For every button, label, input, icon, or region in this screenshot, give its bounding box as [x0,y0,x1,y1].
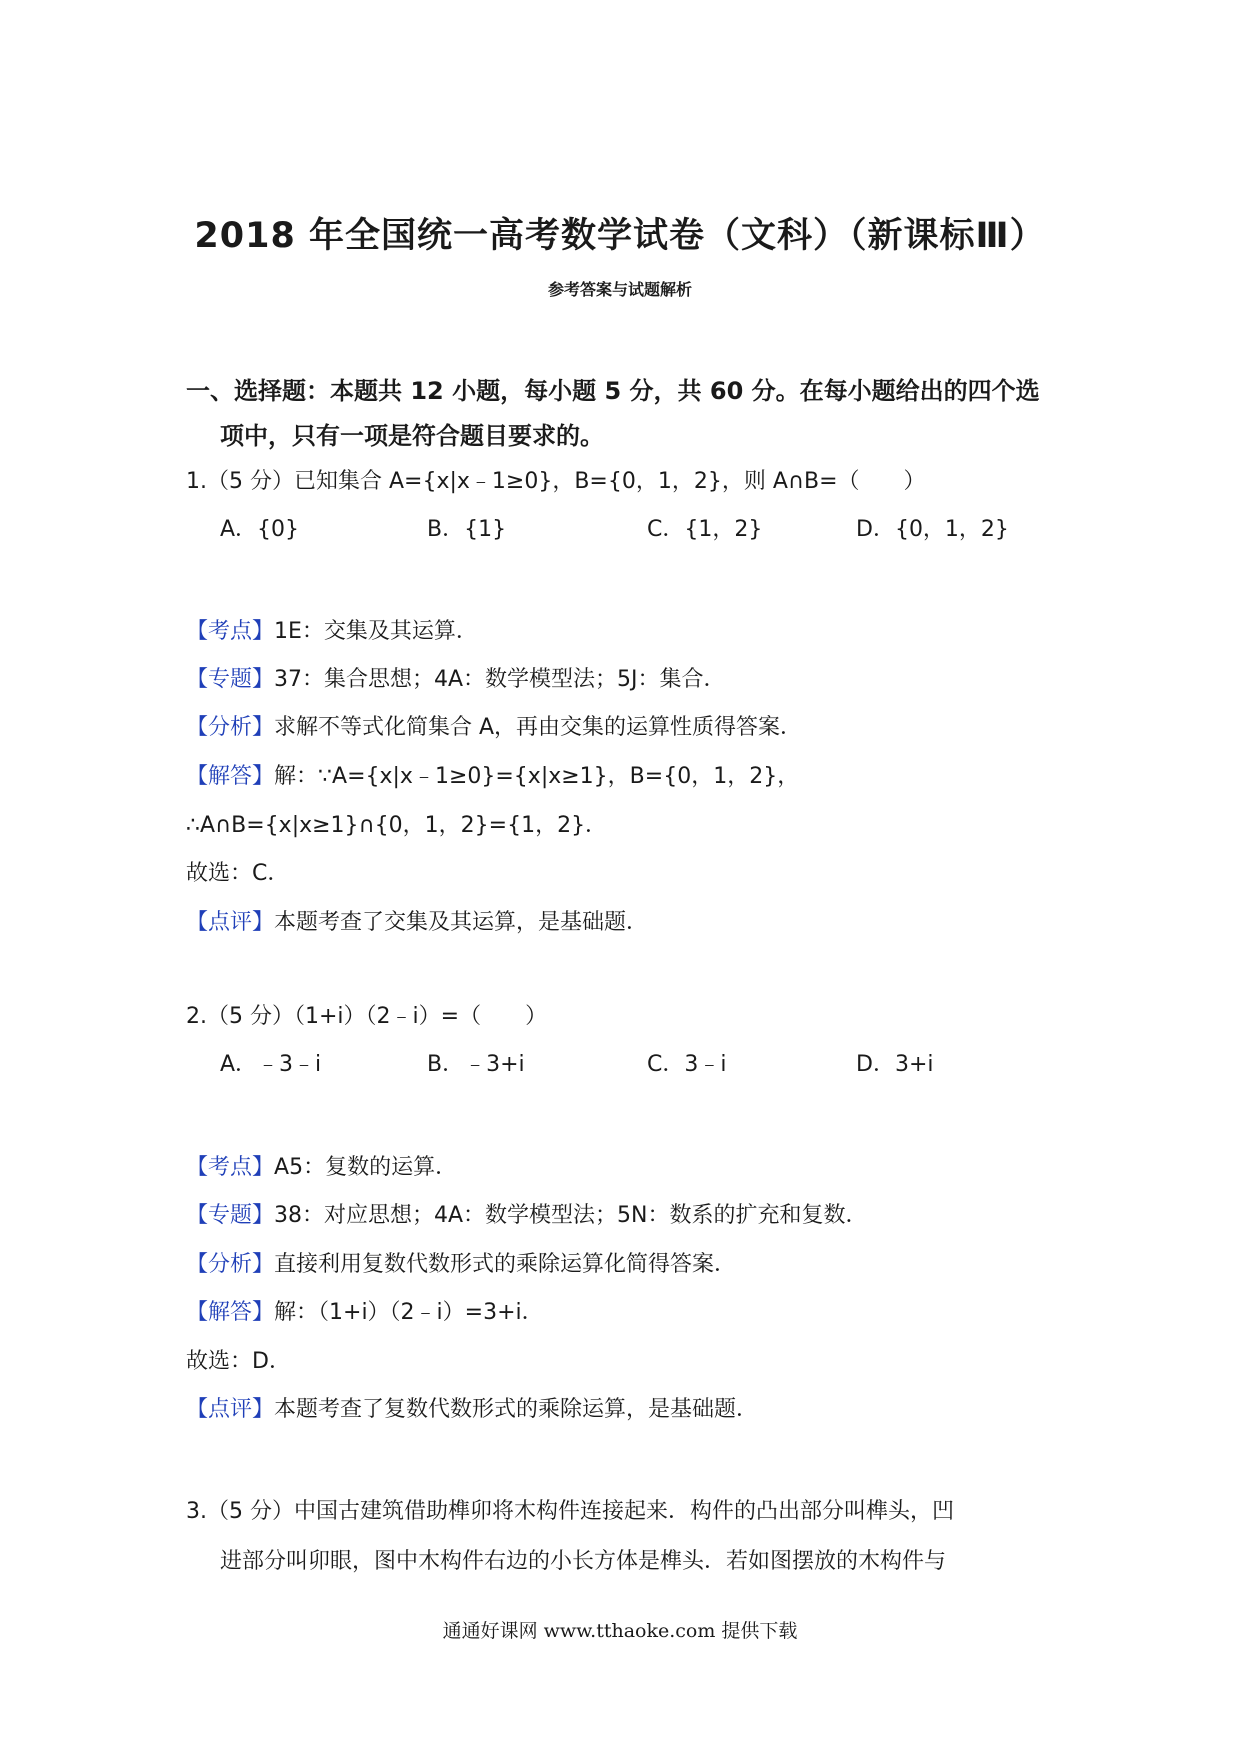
question-2-option-a: A．﹣3﹣i [220,1052,322,1077]
analysis-row [186,811,607,841]
analysis-tag: 【分析】 [186,715,275,740]
analysis-tag: 【点评】 [186,1397,275,1422]
question-2-stem: 2.（5 分）（1+i）（2﹣i）=（ ） [186,1004,548,1029]
analysis-row [186,1347,291,1377]
analysis-tag: 【分析】 [186,1252,275,1277]
analysis-row [186,908,648,938]
analysis-row [186,1250,736,1280]
analysis-text: 直接利用复数代数形式的乘除运算化简得答案． [274,1252,737,1277]
question-2-option-d: D．3+i [856,1052,934,1077]
analysis-text: 故选：C． [186,861,290,886]
analysis-row [186,859,289,889]
analysis-tag: 【点评】 [186,910,275,935]
page-subtitle: 参考答案与试题解析 [547,280,692,299]
analysis-row [186,1298,544,1328]
analysis-tag: 【解答】 [186,1300,275,1325]
analysis-row [186,762,799,792]
analysis-row [186,713,802,743]
analysis-row [186,1395,758,1425]
analysis-tag: 【专题】 [186,667,275,692]
question-1-option-c: C．{1，2} [647,517,763,542]
analysis-tag: 【专题】 [186,1203,275,1228]
analysis-tag: 【考点】 [186,619,275,644]
analysis-text: A5：复数的运算． [274,1155,458,1180]
analysis-text: 解：∵A={x|x﹣1≥0}={x|x≥1}，B={0，1，2}， [274,764,800,789]
question-3-line: 进部分叫卯眼，图中木构件右边的小长方体是榫头．若如图摆放的木构件与 [220,1549,947,1574]
question-1-option-a: A．{0} [220,517,300,542]
analysis-text: ∴A∩B={x|x≥1}∩{0，1，2}={1，2}． [186,813,608,838]
question-2-option-c: C．3﹣i [647,1052,727,1077]
analysis-text: 37：集合思想；4A：数学模型法；5J：集合． [274,667,726,692]
page-title: 2018 年全国统一高考数学试卷（文科）（新课标Ⅲ） [194,216,1046,256]
question-3-line: 3.（5 分）中国古建筑借助榫卯将木构件连接起来．构件的凸出部分叫榫头，凹 [186,1499,954,1524]
analysis-text: 38：对应思想；4A：数学模型法；5N：数系的扩充和复数． [274,1203,868,1228]
analysis-text: 故选：D． [186,1349,291,1374]
analysis-text: 本题考查了复数代数形式的乘除运算，是基础题． [274,1397,759,1422]
question-1-option-d: D．{0，1，2} [856,517,1009,542]
analysis-tag: 【考点】 [186,1155,275,1180]
page-footer: 通通好课网 www.tthaoke.com 提供下载 [442,1620,798,1642]
section-heading [186,369,1040,459]
analysis-text: 解：（1+i）（2﹣i）=3+i． [274,1300,544,1325]
analysis-row [186,1201,868,1231]
question-1-stem: 1.（5 分）已知集合 A={x|x﹣1≥0}，B={0，1，2}，则 A∩B=（ ） [186,469,926,494]
analysis-row [186,1153,457,1183]
analysis-text: 1E：交集及其运算． [274,619,478,644]
analysis-row [186,665,726,695]
question-3-stem [186,1487,954,1587]
analysis-text: 本题考查了交集及其运算，是基础题． [274,910,649,935]
analysis-text: 求解不等式化简集合 A，再由交集的运算性质得答案． [274,715,803,740]
section-heading-line: 一、选择题：本题共 12 小题，每小题 5 分，共 60 分。在每小题给出的四个选 [186,377,1040,405]
analysis-tag: 【解答】 [186,764,275,789]
section-heading-line: 项中，只有一项是符合题目要求的。 [220,422,604,450]
question-2-option-b: B．﹣3+i [427,1052,525,1077]
question-1-option-b: B．{1} [427,517,507,542]
analysis-row [186,617,478,647]
